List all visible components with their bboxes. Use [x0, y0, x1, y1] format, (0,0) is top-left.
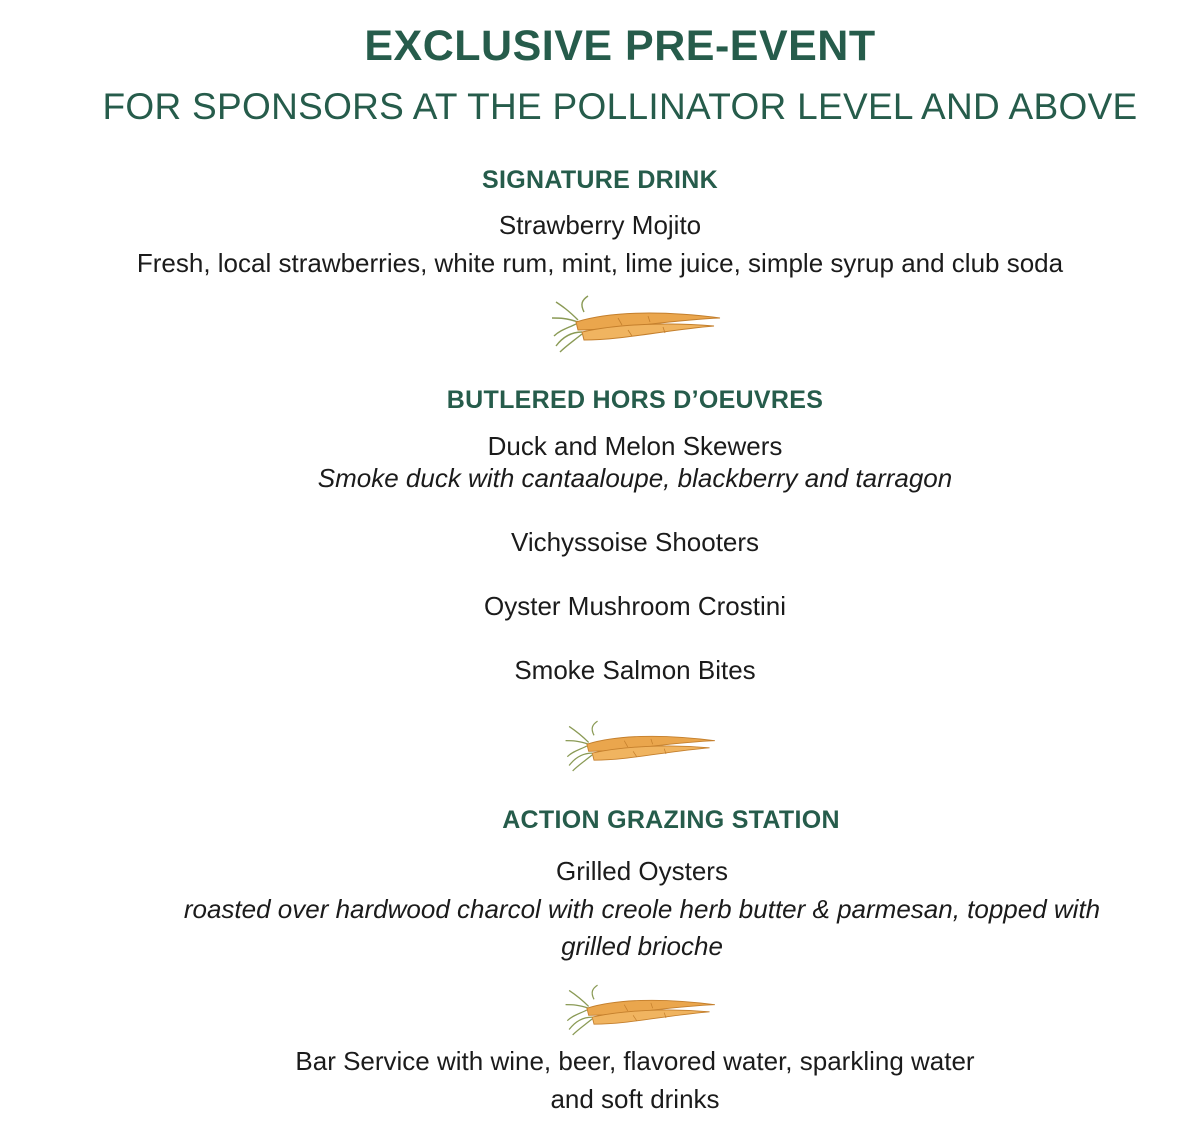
page-subtitle: FOR SPONSORS AT THE POLLINATOR LEVEL AND ABOVE — [102, 86, 1138, 127]
menu-item-description: Smoke duck with cantaaloupe, blackberry and tarragon — [317, 463, 953, 493]
carrot-divider-icon — [548, 292, 728, 356]
signature-drink-heading: SIGNATURE DRINK — [482, 166, 718, 194]
menu-item-name: Duck and Melon Skewers — [487, 431, 783, 461]
menu-item-name: Vichyssoise Shooters — [510, 527, 760, 557]
page-title: EXCLUSIVE PRE-EVENT — [364, 22, 876, 70]
menu-item-name: Smoke Salmon Bites — [514, 655, 756, 685]
hors-doeuvres-heading: BUTLERED HORS D’OEUVRES — [446, 386, 824, 414]
carrot-divider-icon — [562, 716, 722, 776]
grazing-station-heading: ACTION GRAZING STATION — [502, 806, 840, 834]
bar-service-text: and soft drinks — [550, 1084, 720, 1114]
grazing-station-item-name: Grilled Oysters — [556, 856, 728, 886]
menu-item-name: Oyster Mushroom Crostini — [484, 591, 786, 621]
bar-service-text: Bar Service with wine, beer, flavored water, sparkling water — [295, 1046, 975, 1076]
carrot-divider-icon — [562, 980, 722, 1040]
grazing-station-description: roasted over hardwood charcol with creole herb butter & parmesan, topped with — [183, 894, 1101, 924]
signature-drink-description: Fresh, local strawberries, white rum, mint, lime juice, simple syrup and club soda — [136, 248, 1064, 278]
grazing-station-description: grilled brioche — [561, 931, 723, 961]
signature-drink-name: Strawberry Mojito — [498, 210, 702, 240]
